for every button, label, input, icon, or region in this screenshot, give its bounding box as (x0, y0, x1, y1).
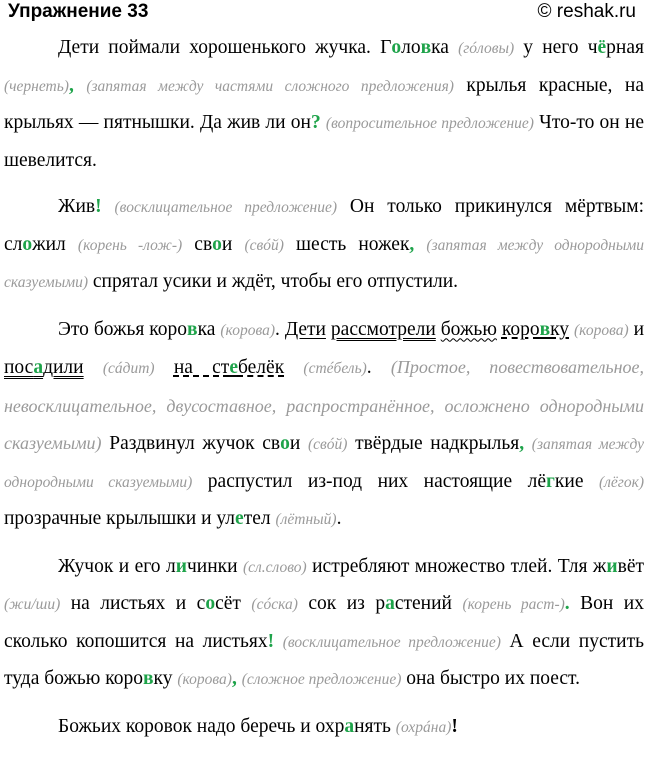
note: (корень -лож-) (77, 236, 183, 254)
paragraph-1 (4, 30, 644, 179)
text-run: на листьях и с (60, 593, 206, 614)
text-run: и (289, 433, 308, 454)
note: (вопросительное предложение) (325, 115, 534, 132)
text-run: шесть ножек (283, 233, 410, 255)
text-run: ку (153, 668, 178, 689)
note: (запятая между частями сложного предложения) (86, 77, 454, 95)
paragraph-5 (4, 709, 644, 747)
note: (жи/ши) (4, 596, 61, 613)
note: (корова) (574, 321, 629, 339)
highlighted-letter: ё (597, 37, 607, 58)
text-run: и (628, 318, 645, 340)
text-run: Жучок и его л (58, 555, 176, 577)
text-run: Это божья коро (58, 318, 188, 340)
paragraph-3 (4, 312, 644, 539)
highlighted-letter: о (22, 233, 33, 255)
paragraph-2 (4, 189, 644, 302)
attribute-underline: божью (440, 318, 497, 340)
note: (запятая между однородными сказуемыми) (4, 436, 645, 491)
exercise-text (4, 30, 644, 746)
text-run (155, 357, 174, 378)
text-run: и (221, 233, 245, 255)
highlighted-letter: г (546, 470, 555, 492)
highlighted-letter: е (235, 508, 244, 529)
highlighted-punctuation: . (564, 593, 570, 614)
text-run: прозрачные крылышки и ул (4, 508, 236, 529)
highlighted-punctuation: ! (267, 630, 275, 652)
note: (восклицательное предложение) (114, 199, 338, 216)
text-run: Дети поймали хорошенького жучка. Г (58, 37, 392, 58)
note: (гóловы) (458, 40, 515, 57)
text-run: нять (354, 715, 396, 737)
text-run: стений (394, 593, 463, 614)
header (4, 0, 644, 30)
highlighted-letter: о (391, 37, 402, 58)
note: (свóй) (244, 236, 284, 254)
text-run: тел (243, 508, 276, 529)
note: (стéбель) (303, 360, 367, 377)
highlighted-punctuation: , (231, 668, 237, 689)
text-run (524, 433, 532, 454)
highlighted-letter: и (175, 555, 187, 577)
text-run: Раздвинул жучок св (101, 433, 281, 454)
highlighted-letter: в (142, 668, 154, 689)
highlighted-letter: в (539, 318, 551, 340)
highlighted-letter: в (420, 37, 432, 58)
text-run: истребляют множество тлей. Тля ж (306, 555, 607, 577)
highlighted-letter: о (212, 233, 222, 255)
highlighted-punctuation: , (519, 433, 525, 454)
text-run: сок из р (297, 593, 386, 614)
text-run: вёт (617, 555, 644, 577)
text-run: чинки (186, 555, 243, 577)
highlighted-punctuation: , (409, 233, 415, 255)
text-run (102, 196, 115, 217)
site-credit: © reshak.ru (537, 1, 636, 22)
paragraph-4 (4, 549, 644, 699)
text-run: у него ч (514, 37, 598, 58)
text-run: дили (43, 357, 84, 378)
text-run: ка (431, 37, 459, 58)
text-run: Жив (58, 196, 96, 217)
text-run: ка (197, 318, 221, 340)
text-run: . (366, 357, 391, 378)
text-run: она быстро их поест. (401, 668, 580, 689)
text-run: белёк (237, 357, 285, 378)
sentence-analysis-note: (Простое, повествовательное, невосклицательное, двусоставное, распространённое, осложнено однородными сказуемыми) (4, 357, 645, 453)
highlighted-letter: в (187, 318, 198, 340)
highlighted-letter: а (344, 715, 355, 737)
object-underline (502, 319, 569, 340)
note: (корень раст-) (462, 596, 565, 613)
highlighted-letter: а (33, 357, 44, 378)
highlighted-punctuation: ? (310, 112, 321, 133)
note: (сáдит) (102, 360, 155, 377)
text-run: коро (501, 318, 540, 340)
text-run (74, 75, 86, 96)
text-run: св (182, 233, 213, 255)
note: (запятая между однородными сказуемыми) (4, 236, 645, 291)
predicate-underline: рассмотрели (330, 318, 436, 340)
text-run: Божьих коровок надо беречь и охр (58, 715, 345, 737)
note: (восклицательное предложение) (282, 633, 501, 651)
text-run: твёрдые надкрылья (347, 433, 520, 454)
highlighted-punctuation: ! (95, 196, 102, 217)
note: (корова) (177, 671, 232, 688)
text-run: . (336, 508, 342, 529)
note: (чернеть) (4, 77, 69, 95)
text-run (414, 234, 426, 255)
note: (лётный) (275, 511, 337, 528)
highlighted-letter: и (606, 555, 618, 577)
text-run (284, 357, 303, 378)
text-run: А если пустить туда божью коро (4, 630, 644, 689)
text-run: крылья красные, на крыльях — пятнышки. Да жив ли он (4, 74, 644, 133)
highlighted-letter: а (385, 593, 395, 614)
exercise-title: Упражнение 33 (8, 1, 149, 22)
note: (охрáна) (395, 718, 452, 736)
text-run: кие (554, 470, 599, 492)
text-run: . (274, 318, 285, 340)
note: (сложное предложение) (241, 671, 402, 688)
note: (сóска) (251, 596, 298, 613)
note: (корова) (220, 321, 275, 339)
text-run: рная (606, 37, 644, 58)
text-run (84, 357, 103, 378)
text-run (274, 631, 283, 652)
adverbial-underline (174, 357, 284, 378)
text-run: Он только прикинулся мёртвым: сл (4, 196, 644, 255)
text-run: Вон их сколько копошится на листьях (4, 593, 644, 652)
highlighted-punctuation: , (68, 74, 74, 96)
text-run: Что-то он не шевелится. (4, 112, 644, 171)
note: (лёгок) (598, 473, 644, 491)
predicate-underline (4, 357, 84, 378)
text-run: распустил из-под них настоящие лё (192, 470, 547, 492)
highlighted-letter: о (280, 433, 290, 454)
text-run: жил (32, 233, 78, 255)
text-run: пос (4, 357, 34, 378)
text-run: спрятал усики и ждёт, чтобы его отпустили. (88, 271, 459, 292)
text-run: на ст (173, 357, 230, 378)
highlighted-punctuation: ! (451, 715, 458, 737)
subject-underline: Дети (284, 318, 326, 340)
text-run: сёт (215, 593, 252, 614)
text-run: ло (401, 37, 421, 58)
highlighted-letter: о (205, 593, 216, 614)
note: (свóй) (307, 436, 348, 453)
note: (сл.слово) (242, 558, 307, 576)
highlighted-letter: е (229, 357, 238, 378)
text-run: ку (550, 318, 570, 340)
